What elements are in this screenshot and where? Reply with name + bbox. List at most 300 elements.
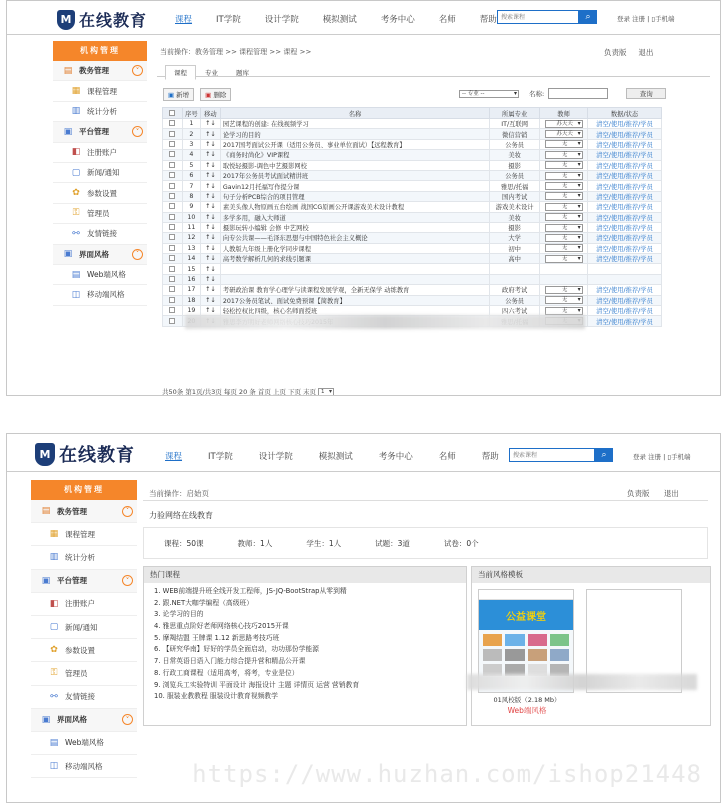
row-checkbox-cell[interactable]	[163, 233, 183, 243]
sidebar-item[interactable]	[53, 224, 147, 244]
login-link-2[interactable]: 登录	[633, 453, 646, 461]
teacher-select[interactable]: 无 ▾	[545, 286, 583, 294]
course-name[interactable]: 取悦轻摄影-调色中艺摄影网校	[220, 160, 489, 170]
hot-course-item[interactable]: 9. 浏览兵工实验特训 平面设计 海报设计 主题 详情页 运营 营销教育	[154, 680, 360, 689]
hot-course-item[interactable]: 3. 论学习的目的	[154, 610, 204, 619]
course-name[interactable]: 2017国考面试公开课（适用公务员、事业单位面试）【远程教育】	[220, 139, 489, 149]
chevron-down-icon[interactable]: ˅	[122, 506, 133, 517]
course-name[interactable]: 多学多用，融入大师道	[220, 212, 489, 222]
row-action-links[interactable]: 清空/使用/推荐/学员	[596, 318, 653, 326]
search-input-2[interactable]	[509, 448, 595, 462]
course-name[interactable]: 摄影玩转小编辑 会修 中艺网校	[220, 222, 489, 232]
sidebar-item-label: 课程管理	[65, 529, 95, 539]
move-arrows[interactable]: ↑↓	[200, 274, 220, 284]
course-major: 公务员	[490, 139, 540, 149]
table-row[interactable]	[163, 264, 662, 274]
sidebar-item[interactable]	[31, 570, 137, 593]
account-icon: ◧	[49, 598, 59, 609]
move-arrows[interactable]: ↑↓	[200, 129, 220, 139]
teacher-select[interactable]: 无 ▾	[545, 224, 583, 232]
admin-course-panel	[6, 0, 721, 396]
row-checkbox-cell[interactable]	[163, 129, 183, 139]
chevron-down-icon[interactable]: ˅	[122, 714, 133, 725]
top-bar-2	[7, 434, 720, 472]
table-row[interactable]	[163, 150, 662, 160]
row-actions	[588, 202, 662, 212]
sidebar-item[interactable]	[31, 593, 137, 616]
table-row[interactable]	[163, 160, 662, 170]
nav-item[interactable]: IT学院	[216, 15, 241, 25]
table-row[interactable]	[163, 119, 662, 129]
select-all-checkbox[interactable]	[169, 110, 175, 116]
row-action-links[interactable]: 清空/使用/推荐/学员	[596, 245, 653, 253]
table-row[interactable]	[163, 191, 662, 201]
nav-item[interactable]: 考务中心	[380, 15, 415, 25]
chevron-down-icon[interactable]: ˅	[132, 126, 143, 137]
row-number: 17	[182, 285, 200, 295]
table-row[interactable]	[163, 139, 662, 149]
sidebar-item[interactable]	[53, 285, 147, 305]
row-checkbox-cell[interactable]	[163, 212, 183, 222]
web-icon: ▤	[49, 737, 59, 748]
move-arrows[interactable]: ↑↓	[200, 285, 220, 295]
course-major: 公务员	[490, 295, 540, 305]
table-row[interactable]	[163, 295, 662, 305]
row-number: 8	[182, 191, 200, 201]
sidebar-item[interactable]	[53, 81, 147, 101]
row-number: 3	[182, 139, 200, 149]
page-select[interactable]: 1 ▾	[318, 388, 334, 396]
hot-course-item[interactable]: 10. 服装业教教程 服装设计教育视频教学	[154, 692, 278, 701]
select-all-header[interactable]	[163, 108, 183, 119]
column-header: 数据/状态	[588, 108, 662, 119]
table-row[interactable]	[163, 285, 662, 295]
account-icon: ◧	[71, 147, 81, 158]
row-checkbox-cell[interactable]	[163, 254, 183, 264]
row-number: 7	[182, 181, 200, 191]
row-checkbox[interactable]	[169, 307, 175, 313]
course-name[interactable]: 2017公务员笔试、面试免费预课【简教育】	[220, 295, 489, 305]
course-name[interactable]: 素美头像人物原画五台绘画 战国CG原画公开课游戏美术设计教程	[220, 202, 489, 212]
sidebar-item-label: 注册账户	[65, 599, 95, 609]
table-row[interactable]	[163, 243, 662, 253]
row-checkbox-cell[interactable]	[163, 274, 183, 284]
course-name[interactable]: 2017年公务员考试面试精讲班	[220, 170, 489, 180]
logout-link-2[interactable]: 退出	[663, 489, 679, 498]
link-icon: ⚯	[72, 228, 80, 239]
sidebar-item[interactable]	[53, 265, 147, 285]
course-name[interactable]: 向专公共课——毛泽东思想与中国特色社会主义概论	[220, 233, 489, 243]
row-checkbox[interactable]	[169, 234, 175, 240]
add-button[interactable]	[163, 88, 194, 101]
row-checkbox-cell[interactable]	[163, 285, 183, 295]
table-row[interactable]	[163, 181, 662, 191]
tab[interactable]: 课程	[165, 65, 196, 80]
move-arrows[interactable]: ↑↓	[200, 181, 220, 191]
row-checkbox[interactable]	[169, 141, 175, 147]
row-number: 19	[182, 306, 200, 316]
row-checkbox[interactable]	[169, 162, 175, 168]
row-checkbox-cell[interactable]	[163, 181, 183, 191]
course-name[interactable]: 轻松控权比四级，核心名师面授班	[220, 306, 489, 316]
row-checkbox-cell[interactable]	[163, 202, 183, 212]
row-actions	[588, 316, 662, 326]
sidebar-item-label: 新闻/通知	[65, 622, 98, 632]
teacher-select[interactable]: 苏天天 ▾	[545, 120, 583, 128]
logo-mark-icon: M	[35, 443, 55, 466]
course-name[interactable]: 句子分析PCB综合的项目管理	[220, 191, 489, 201]
row-checkbox-cell[interactable]	[163, 119, 183, 129]
course-name[interactable]: 高考数学解析几何的求线引题课	[220, 254, 489, 264]
move-arrows[interactable]: ↑↓	[200, 139, 220, 149]
sidebar-item-label: 课程管理	[87, 86, 117, 96]
nav-item[interactable]: 名师	[438, 15, 456, 25]
move-arrows[interactable]: ↑↓	[200, 202, 220, 212]
move-arrows[interactable]: ↑↓	[200, 170, 220, 180]
name-input[interactable]	[548, 88, 608, 99]
row-checkbox[interactable]	[169, 120, 175, 126]
chart-icon: ▥	[71, 106, 81, 117]
hot-course-item[interactable]: 8. 行政工商课程（适用高考，将考，专业是位）	[154, 668, 299, 677]
hot-courses-title: 热门课程	[144, 567, 466, 583]
mobile-icon: ◫	[71, 289, 81, 300]
table-row[interactable]	[163, 170, 662, 180]
row-actions	[588, 150, 662, 160]
row-checkbox[interactable]	[169, 286, 175, 292]
sidebar-item[interactable]	[53, 163, 147, 183]
top-links-2: 登录 注册 | ▯手机端	[633, 453, 691, 461]
course-icon: ▦	[71, 86, 81, 97]
search-button[interactable]	[579, 10, 597, 24]
row-checkbox-cell[interactable]	[163, 295, 183, 305]
header-links-2	[627, 488, 679, 499]
table-row[interactable]	[163, 222, 662, 232]
row-action-links[interactable]: 清空/使用/推荐/学员	[596, 297, 653, 305]
move-arrows[interactable]: ↑↓	[200, 295, 220, 305]
course-name[interactable]	[220, 274, 489, 284]
row-actions	[588, 212, 662, 222]
row-actions	[588, 139, 662, 149]
row-actions	[588, 181, 662, 191]
row-checkbox-cell[interactable]	[163, 170, 183, 180]
course-major: 游戏美术设计	[490, 202, 540, 212]
header-links	[604, 47, 653, 58]
teacher-select[interactable]: 无 ▾	[545, 213, 583, 221]
settings-icon: ✿	[72, 188, 80, 199]
course-major: 大学	[490, 233, 540, 243]
search-icon: ⌕	[585, 12, 591, 22]
row-checkbox[interactable]	[169, 224, 175, 230]
course-icon: ▦	[49, 529, 59, 540]
teacher-select[interactable]: 无 ▾	[545, 307, 583, 315]
nav-item[interactable]: 帮助	[481, 452, 499, 462]
course-major: 国内考试	[490, 191, 540, 201]
row-checkbox[interactable]	[169, 276, 175, 282]
row-checkbox-cell[interactable]	[163, 160, 183, 170]
table-row[interactable]	[163, 254, 662, 264]
course-name[interactable]: 《商务时尚化》VIP课程	[220, 150, 489, 160]
row-action-links[interactable]: 清空/使用/推荐/学员	[596, 214, 653, 222]
chevron-down-icon[interactable]: ˅	[132, 65, 143, 76]
row-action-links[interactable]: 清空/使用/推荐/学员	[596, 308, 653, 316]
row-action-links[interactable]: 清空/使用/推荐/学员	[596, 141, 653, 149]
hot-course-item[interactable]: 1. WEB前端提升班全线开发工程师，JS-JQ-BootStrap从零到精	[154, 587, 347, 595]
sidebar-item-label: 平台管理	[79, 127, 109, 137]
search-button-2[interactable]	[595, 448, 613, 462]
teacher-cell	[540, 119, 588, 129]
sidebar-item[interactable]	[31, 500, 137, 523]
course-name[interactable]: 考研政治课 教育学心理学与读课程发展学观，全新无保学 动练教育	[220, 285, 489, 295]
row-action-links[interactable]: 清空/使用/推荐/学员	[596, 131, 653, 139]
row-checkbox[interactable]	[169, 193, 175, 199]
table-row[interactable]	[163, 233, 662, 243]
register-link[interactable]: 注册	[632, 15, 646, 23]
row-action-links[interactable]: 清空/使用/推荐/学员	[596, 121, 653, 129]
row-actions	[588, 274, 662, 284]
sidebar-item-label: 参数设置	[87, 188, 117, 198]
help-link[interactable]: 负责版	[604, 48, 627, 57]
nav-item[interactable]: 模拟测试	[322, 15, 357, 25]
teacher-select[interactable]: 苏天天 ▾	[545, 130, 583, 138]
search-box	[497, 10, 597, 24]
header-divider	[143, 500, 708, 501]
move-arrows[interactable]: ↑↓	[200, 254, 220, 264]
teacher-select[interactable]: 无 ▾	[545, 172, 583, 180]
move-arrows[interactable]: ↑↓	[200, 150, 220, 160]
move-arrows[interactable]: ↑↓	[200, 306, 220, 316]
nav-item[interactable]: 设计学院	[264, 15, 299, 25]
row-checkbox[interactable]	[169, 214, 175, 220]
row-checkbox-cell[interactable]	[163, 316, 183, 326]
course-major: 公务员	[490, 170, 540, 180]
sidebar-item-label: 界面风格	[57, 715, 87, 725]
teacher-cell	[540, 264, 588, 274]
stat-item: 教师：1人	[237, 538, 273, 548]
tab[interactable]: 专业	[205, 69, 218, 77]
row-number: 16	[182, 274, 200, 284]
sidebar-item[interactable]	[53, 183, 147, 203]
nav-item[interactable]: 帮助	[479, 15, 497, 25]
search-icon: ⌕	[601, 450, 607, 460]
logo-2[interactable]	[35, 441, 135, 467]
teacher-cell	[540, 222, 588, 232]
course-name[interactable]: 论学习的目的	[220, 129, 489, 139]
row-checkbox-cell[interactable]	[163, 306, 183, 316]
sidebar-item[interactable]	[31, 616, 137, 639]
sidebar-item[interactable]	[31, 686, 137, 709]
delete-icon: ▣	[205, 90, 212, 99]
nav-item[interactable]: 课程	[175, 15, 193, 25]
row-action-links[interactable]: 清空/使用/推荐/学员	[596, 225, 653, 233]
row-checkbox[interactable]	[169, 255, 175, 261]
move-arrows[interactable]: ↑↓	[200, 160, 220, 170]
template-link[interactable]: Web端风格	[507, 706, 547, 715]
course-major	[490, 274, 540, 284]
major-filter-select[interactable]: -- 专业 -- ▾	[459, 90, 519, 98]
sidebar-item[interactable]	[31, 732, 137, 755]
sidebar-item[interactable]	[53, 122, 147, 142]
sidebar-item[interactable]	[31, 755, 137, 778]
table-row[interactable]	[163, 274, 662, 284]
sidebar-item[interactable]	[31, 639, 137, 662]
teacher-cell	[540, 285, 588, 295]
hot-course-item[interactable]: 4. 雅思重点阶好老师网络核心技巧2015开课	[154, 622, 289, 631]
chevron-down-icon[interactable]: ˅	[122, 575, 133, 586]
hot-course-item[interactable]: 6. 【研究华南】好好的学员全面启动，功功那份学能源	[154, 645, 319, 654]
nav-item[interactable]: IT学院	[208, 452, 233, 462]
delete-button[interactable]	[200, 88, 231, 101]
row-action-links[interactable]: 清空/使用/推荐/学员	[596, 183, 653, 191]
teacher-select[interactable]: 无 ▾	[545, 161, 583, 169]
sidebar-item[interactable]	[31, 523, 137, 546]
tab[interactable]: 题库	[236, 69, 249, 77]
row-action-links[interactable]: 清空/使用/推荐/学员	[596, 173, 653, 181]
link-icon: ⚯	[50, 691, 58, 702]
sidebar-item-label: 参数设置	[65, 645, 95, 655]
row-actions	[588, 119, 662, 129]
teacher-cell	[540, 191, 588, 201]
teacher-select[interactable]: 无 ▾	[545, 296, 583, 304]
move-arrows[interactable]: ↑↓	[200, 191, 220, 201]
chevron-down-icon[interactable]: ˅	[132, 249, 143, 260]
row-action-links[interactable]: 清空/使用/推荐/学员	[596, 162, 653, 170]
row-actions	[588, 222, 662, 232]
stat-item: 试题：3道	[375, 538, 410, 548]
row-checkbox[interactable]	[169, 318, 175, 324]
row-action-links[interactable]: 清空/使用/推荐/学员	[596, 204, 653, 212]
nav-item[interactable]: 课程	[165, 452, 183, 462]
sidebar-item-label: Web端风格	[87, 270, 126, 280]
row-number: 5	[182, 160, 200, 170]
logo-text-2: 在线教育	[59, 445, 135, 466]
help-link-2[interactable]: 负责版	[627, 489, 650, 498]
row-checkbox-cell[interactable]	[163, 222, 183, 232]
row-checkbox[interactable]	[169, 266, 175, 272]
teacher-select[interactable]: 无 ▾	[545, 255, 583, 263]
sidebar-item-label: 统计分析	[87, 106, 117, 116]
teacher-cell	[540, 254, 588, 264]
course-table	[162, 107, 662, 327]
row-checkbox[interactable]	[169, 183, 175, 189]
sidebar-item-label: 注册账户	[87, 147, 117, 157]
teacher-select[interactable]: 无 ▾	[545, 140, 583, 148]
course-major: 美妆	[490, 150, 540, 160]
sidebar-item[interactable]	[53, 102, 147, 122]
sidebar	[53, 41, 147, 306]
teacher-select[interactable]: 无 ▾	[545, 151, 583, 159]
teacher-select[interactable]: 无 ▾	[545, 244, 583, 252]
sidebar-item-label: 友情链接	[65, 692, 95, 702]
move-arrows[interactable]: ↑↓	[200, 243, 220, 253]
row-number: 4	[182, 150, 200, 160]
row-action-links[interactable]: 清空/使用/推荐/学员	[596, 235, 653, 243]
sidebar-item[interactable]	[53, 143, 147, 163]
row-action-links[interactable]: 清空/使用/推荐/学员	[596, 287, 653, 295]
course-name[interactable]	[220, 264, 489, 274]
table-row[interactable]	[163, 212, 662, 222]
teacher-select[interactable]: 无 ▾	[545, 182, 583, 190]
move-arrows[interactable]: ↑↓	[200, 233, 220, 243]
mobile-link-2[interactable]: 手机端	[670, 453, 691, 461]
row-checkbox[interactable]	[169, 245, 175, 251]
row-checkbox-cell[interactable]	[163, 139, 183, 149]
teacher-select[interactable]: 无 ▾	[545, 234, 583, 242]
sidebar-item[interactable]	[53, 245, 147, 265]
sidebar-item[interactable]	[31, 709, 137, 732]
chart-icon: ▥	[49, 552, 59, 563]
course-major: 雅思/托福	[490, 181, 540, 191]
course-name[interactable]: 园艺课程的创建: 在线视频学习	[220, 119, 489, 129]
nav-item[interactable]: 考务中心	[378, 452, 413, 462]
logo[interactable]	[57, 8, 147, 31]
row-action-links[interactable]: 清空/使用/推荐/学员	[596, 152, 653, 160]
register-link-2[interactable]: 注册	[648, 453, 662, 461]
move-arrows[interactable]: ↑↓	[200, 264, 220, 274]
sidebar-item[interactable]	[53, 61, 147, 81]
row-checkbox-cell[interactable]	[163, 150, 183, 160]
table-row[interactable]	[163, 202, 662, 212]
row-checkbox[interactable]	[169, 203, 175, 209]
main-nav	[175, 13, 497, 25]
web-icon: ▤	[71, 269, 81, 280]
blurred-region-2	[467, 674, 697, 690]
login-link[interactable]: 登录	[617, 15, 630, 23]
row-checkbox[interactable]	[169, 297, 175, 303]
row-actions	[588, 129, 662, 139]
search-input[interactable]	[497, 10, 579, 24]
stat-item: 学生：1人	[306, 538, 342, 548]
hot-course-item[interactable]: 5. 摩羯结盟 王牌课 1.12 新思路考技巧班	[154, 633, 280, 642]
top-links: 登录 注册 | ▯手机端	[617, 15, 675, 23]
logo-text: 在线教育	[79, 11, 148, 30]
template-box	[471, 566, 711, 726]
filter-bar	[459, 88, 666, 99]
row-checkbox-cell[interactable]	[163, 264, 183, 274]
query-button[interactable]: 查询	[626, 88, 666, 99]
hot-course-item[interactable]: 7. 日常英语日语入门能力综合提升营和精品公开课	[154, 657, 306, 666]
course-name[interactable]: 人教版九年级上册化学同步课程	[220, 243, 489, 253]
mobile-link[interactable]: 手机端	[654, 15, 675, 23]
row-action-links[interactable]: 清空/使用/推荐/学员	[596, 256, 653, 264]
move-arrows[interactable]: ↑↓	[200, 222, 220, 232]
nav-item[interactable]: 设计学院	[258, 452, 293, 462]
nav-item[interactable]: 模拟测试	[318, 452, 353, 462]
sidebar-item[interactable]	[31, 662, 137, 685]
main-nav-2	[165, 450, 499, 462]
teacher-select[interactable]: 无 ▾	[545, 203, 583, 211]
tab-bar	[165, 65, 258, 80]
template-name: 01风校版（2.18 Mb）	[493, 696, 561, 704]
sidebar-item[interactable]	[53, 204, 147, 224]
table-row[interactable]	[163, 129, 662, 139]
move-arrows[interactable]: ↑↓	[200, 212, 220, 222]
teacher-select[interactable]: 无 ▾	[545, 192, 583, 200]
nav-item[interactable]: 名师	[438, 452, 456, 462]
stat-item: 试卷：0个	[443, 538, 479, 548]
logout-link[interactable]: 退出	[638, 48, 654, 57]
row-checkbox[interactable]	[169, 172, 175, 178]
course-name[interactable]: Gavin12月托福写作提分课	[220, 181, 489, 191]
row-checkbox[interactable]	[169, 151, 175, 157]
row-checkbox-cell[interactable]	[163, 191, 183, 201]
sidebar-item-label: Web端风格	[65, 738, 104, 748]
row-action-links[interactable]: 清空/使用/推荐/学员	[596, 193, 653, 201]
row-checkbox[interactable]	[169, 131, 175, 137]
sidebar-item[interactable]	[31, 546, 137, 569]
move-arrows[interactable]: ↑↓	[200, 119, 220, 129]
row-checkbox-cell[interactable]	[163, 243, 183, 253]
hot-course-item[interactable]: 2. 跟.NET大咖学编程（高级班）	[154, 598, 254, 607]
